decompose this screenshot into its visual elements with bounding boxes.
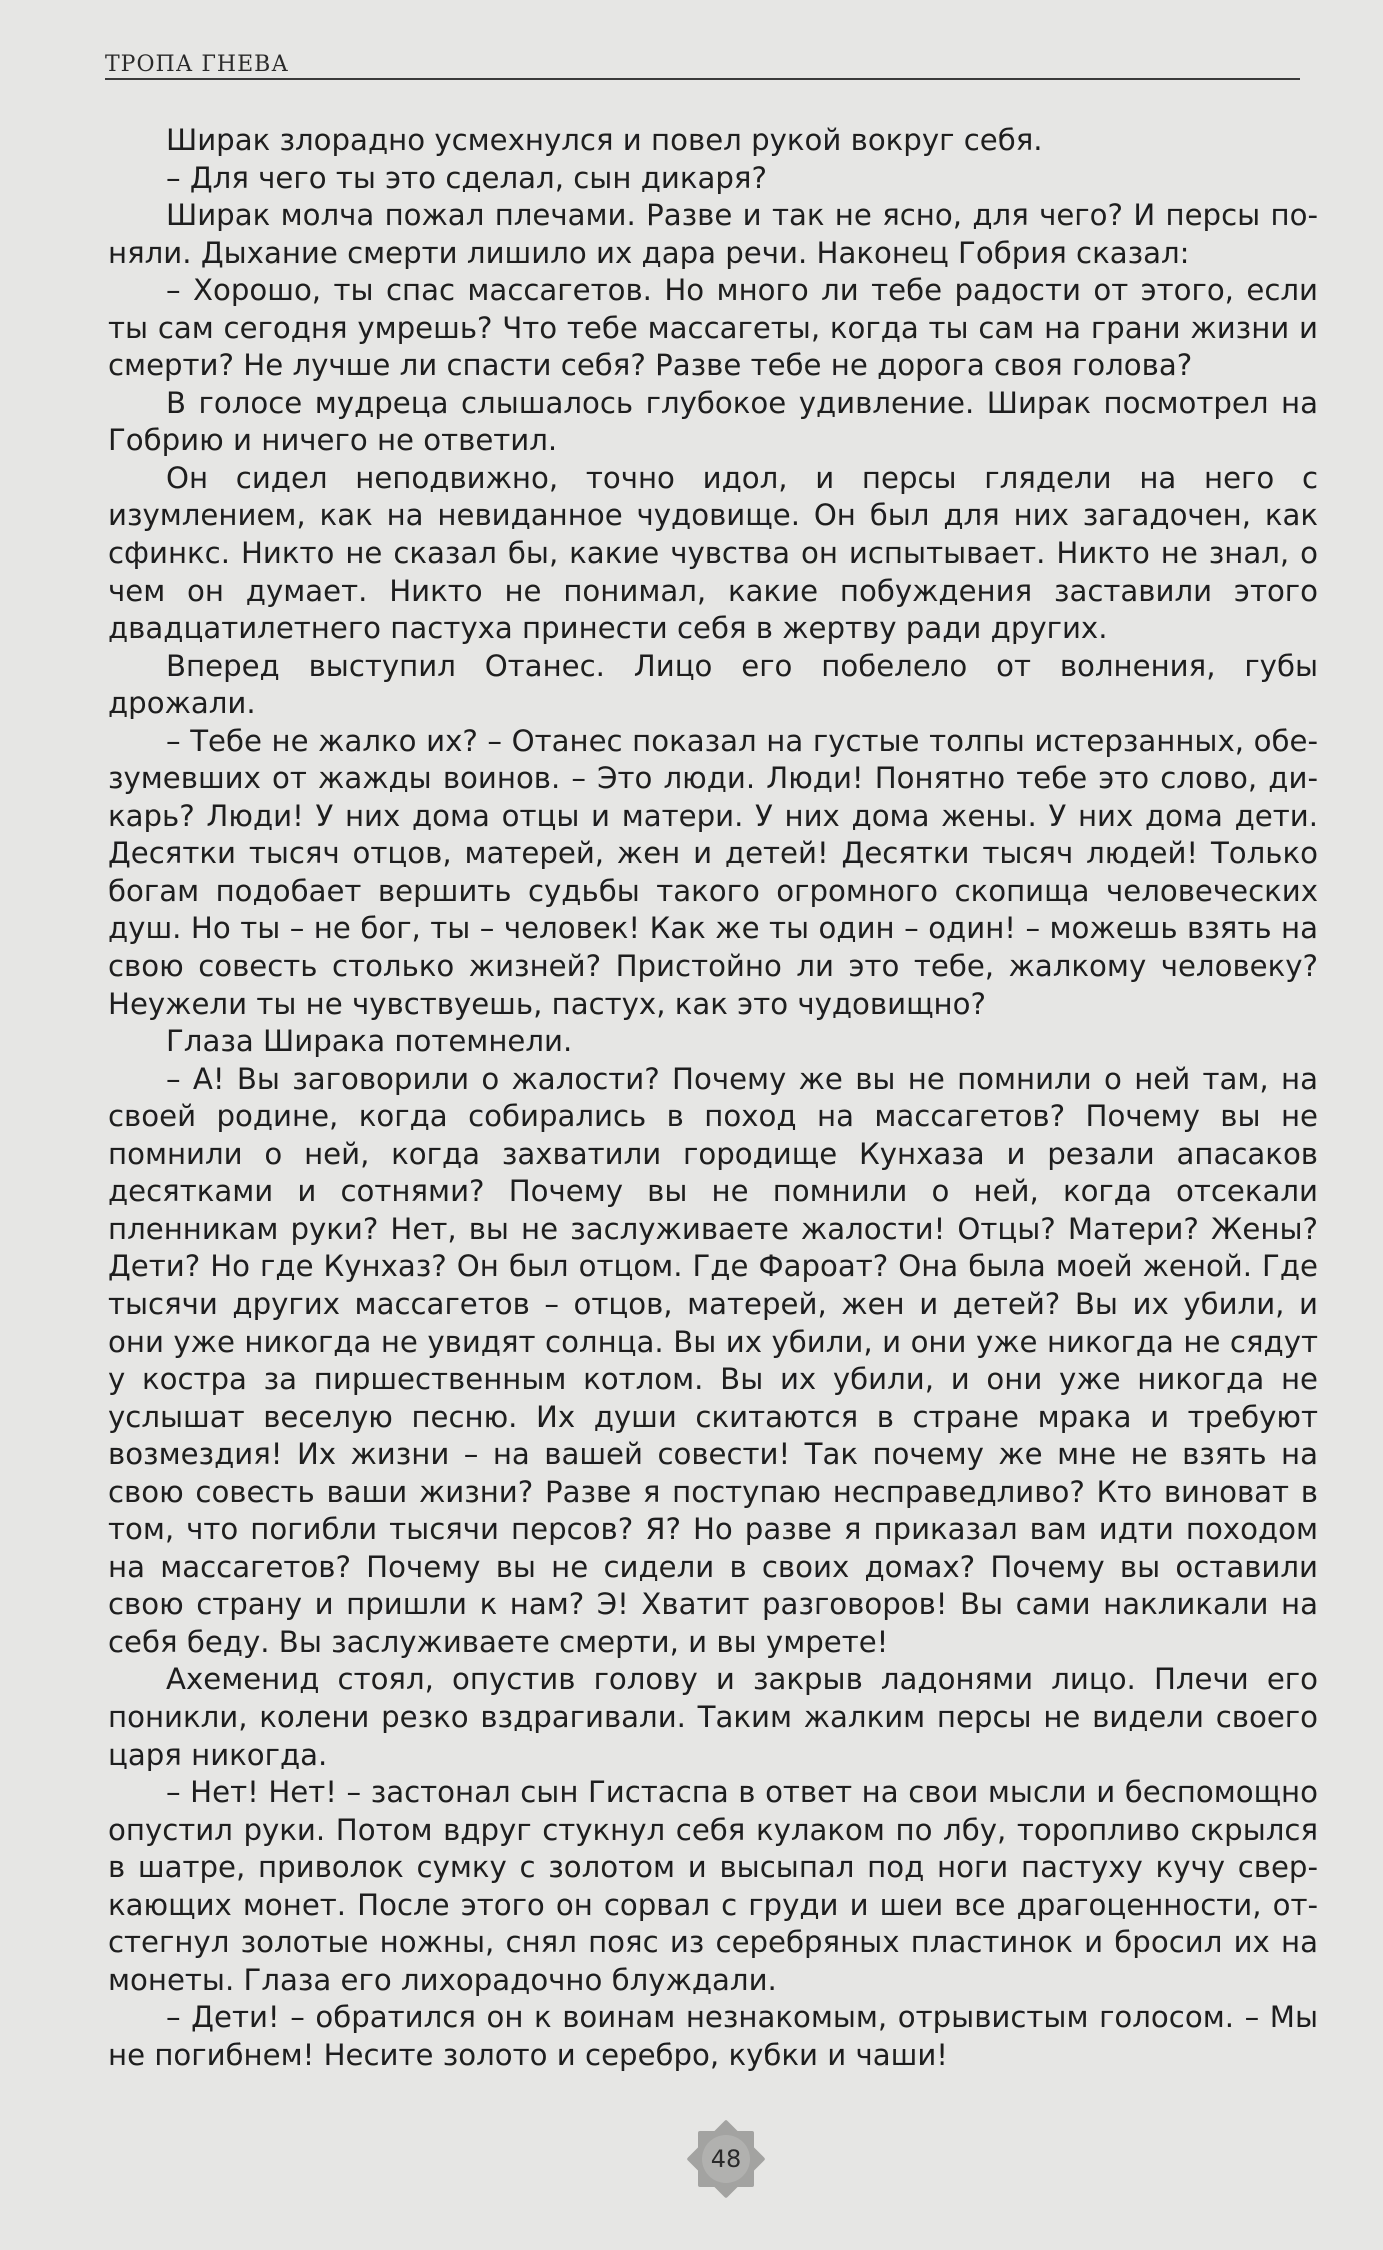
- paragraph: Глаза Ширака потемнели.: [166, 1024, 573, 1059]
- paragraph: – Хорошо, ты спас массагетов. Но много ли тебе радости от этого, если ты сам сегодня умрешь? Что тебе массагеты, когда ты сам на грани жизни и смерти? Не лучше ли спасти себя? Разве тебе не дорога своя голова?: [108, 273, 1318, 383]
- page-number: 48: [710, 2145, 742, 2173]
- header-rule: [105, 78, 1300, 80]
- paragraph: Он сидел неподвижно, точно идол, и персы глядели на него с изумлением, как на невиданное чудовище. Он был для них загадочен, как сфинкс. Никто не сказал бы, какие чувства он испытывает. Никто не знал, о чем он думает. Никто не понимал, какие побуждения заставили этого двадцатилетнего пастуха принести себя в жертву ради других.: [108, 460, 1318, 646]
- paragraph: В голосе мудреца слышалось глубокое удивление. Ширак посмотрел на Гобрию и ничего не ответил.: [108, 385, 1318, 458]
- body-text: [108, 122, 1318, 2074]
- paragraph: – Тебе не жалко их? – Отанес показал на густые толпы истерзанных, обезумевших от жажды воинов. – Это люди. Люди! Понятно тебе это слово, дикарь? Люди! У них дома отцы и матери. У них дома жены. У них дома дети. Десятки тысяч отцов, матерей, жен и детей! Десятки тысяч людей! Только богам подобает вершить судьбы такого огромного скопища человеческих душ. Но ты – не бог, ты – человек! Как же ты один – один! – можешь взять на свою совесть столько жизней? Пристойно ли это тебе, жалкому человеку? Неужели ты не чувствуешь, пастух, как это чудовищно?: [108, 723, 1318, 1021]
- paragraph: Ахеменид стоял, опустив голову и закрыв ладонями лицо. Плечи его поникли, колени резко вздрагивали. Таким жалким персы не видели своего царя никогда.: [108, 1662, 1318, 1772]
- paragraph: Ширак молча пожал плечами. Разве и так не ясно, для чего? И персы поняли. Дыхание смерти лишило их дара речи. Наконец Гобрия сказал:: [108, 198, 1318, 270]
- paragraph: – Дети! – обратился он к воинам незнакомым, отрывистым голосом. – Мы не погибнем! Несите золото и серебро, кубки и чаши!: [108, 2000, 1318, 2072]
- paragraph: – Для чего ты это сделал, сын дикаря?: [166, 160, 767, 195]
- paragraph: – Нет! Нет! – застонал сын Гистаспа в ответ на свои мысли и беспомощно опустил руки. Потом вдруг стукнул себя кулаком по лбу, торопливо скрылся в шатре, приволок сумку с золотом и высыпал под ноги пастуху кучу сверкающих монет. После этого он сорвал с груди и шеи все драгоценности, отстегнул золотые ножны, снял пояс из серебряных пластинок и бросил их на монеты. Глаза его лихорадочно блуждали.: [108, 1775, 1318, 1997]
- running-head-title: ТРОПА ГНЕВА: [105, 52, 289, 77]
- paragraph: – А! Вы заговорили о жалости? Почему же вы не помнили о ней там, на своей родине, когда собирались в поход на массагетов? Почему вы не помнили о ней, когда захватили городище Кунхаза и резали апасаков десятками и сотнями? Почему вы не помнили о ней, когда отсекали пленникам руки? Нет, вы не заслуживаете жалости! Отцы? Матери? Жены? Дети? Но где Кунхаз? Он был отцом. Где Фароат? Она была моей женой. Где тысячи других массагетов – отцов, матерей, жен и детей? Вы их убили, и они уже никогда не увидят солнца. Вы их убили, и они уже никогда не сядут у костра за пиршественным котлом. Вы их убили, и они уже никогда не услышат веселую песню. Их души скитаются в стране мрака и требуют возмездия! Их жизни – на вашей совести! Так почему же мне не взять на свою совесть ваши жизни? Разве я поступаю несправедливо? Кто виноват в том, что погибли тысячи персов? Я? Но разве я приказал вам идти походом на массагетов? Почему вы не сидели в своих домах? Почему вы оставили свою страну и пришли к нам? Э! Хватит разговоров! Вы сами накликали на себя беду. Вы заслуживаете смерти, и вы умрете!: [108, 1061, 1318, 1659]
- paragraph: Ширак злорадно усмехнулся и повел рукой вокруг себя.: [166, 123, 1043, 157]
- paragraph: Вперед выступил Отанес. Лицо его побелело от волнения, губы дрожали.: [108, 648, 1318, 721]
